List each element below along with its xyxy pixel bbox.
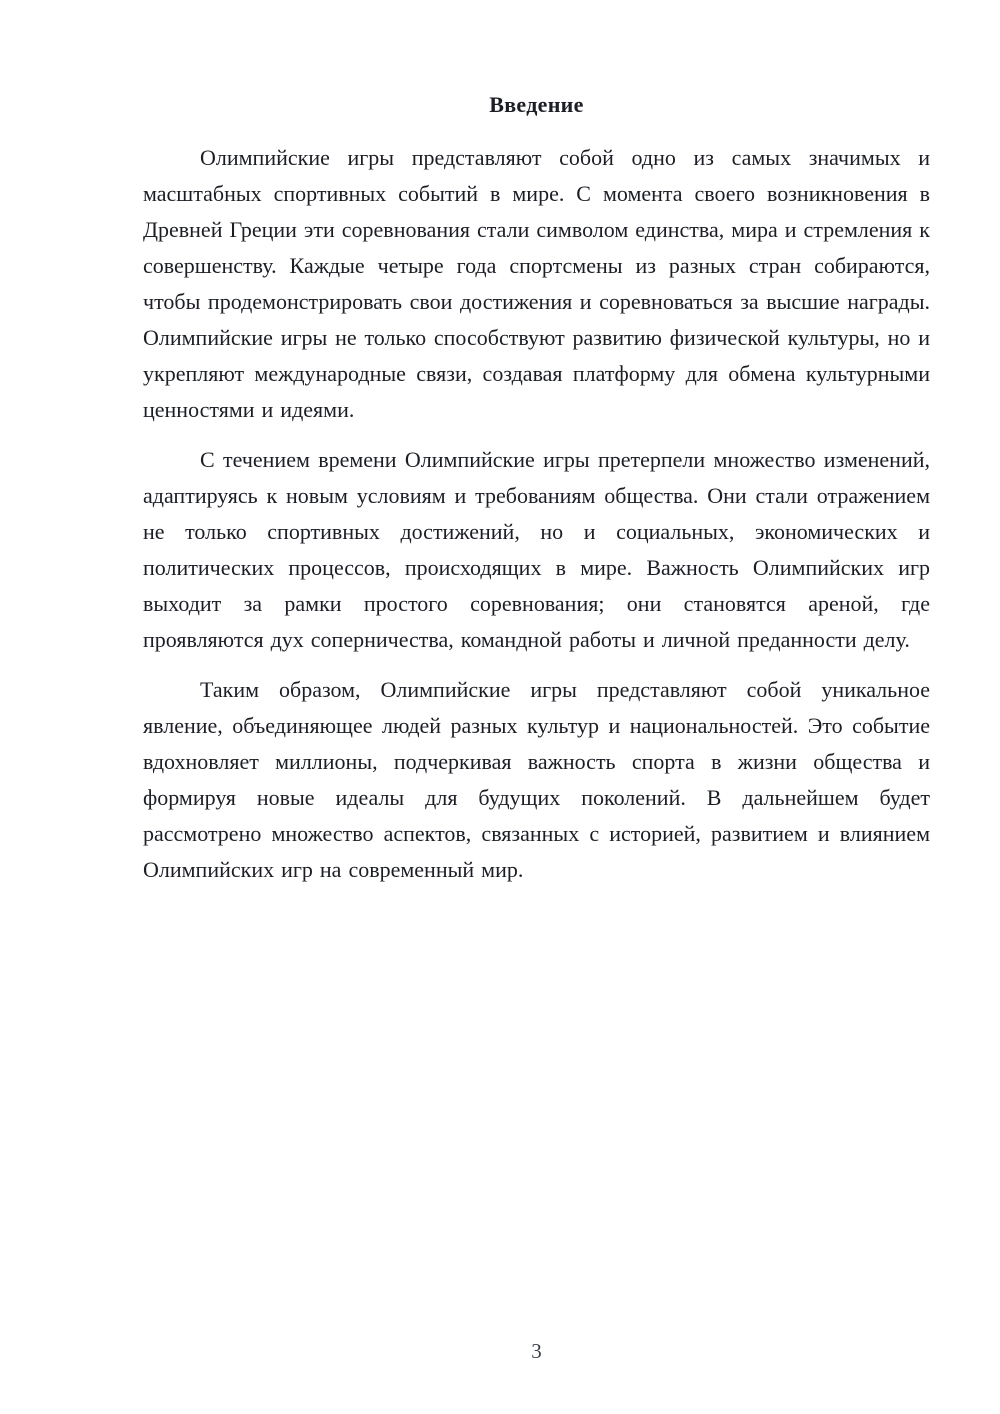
page-title: Введение	[489, 92, 584, 117]
page-number: 3	[531, 1339, 542, 1363]
paragraph-intro-2: С течением времени Олимпийские игры претерпели множество изменений, адаптируясь к новым условиям и требованиям общества. Они стали отражением не только спортивных достижений, но и социальных, экономических и политических процессов, происходящих в мире. Важность Олимпийских игр выходит за рамки простого соревнования; они становятся ареной, где проявляются дух соперничества, командной работы и личной преданности делу.	[143, 447, 930, 652]
paragraph-intro-1: Олимпийские игры представляют собой одно из самых значимых и масштабных спортивных событий в мире. С момента своего возникновения в Древней Греции эти соревнования стали символом единства, мира и стремления к совершенству. Каждые четыре года спортсмены из разных стран собираются, чтобы продемонстрировать свои достижения и соревноваться за высшие награды. Олимпийские игры не только способствуют развитию физической культуры, но и укрепляют международные связи, создавая платформу для обмена культурными ценностями и идеями.	[143, 145, 930, 422]
paragraph-intro-3: Таким образом, Олимпийские игры представляют собой уникальное явление, объединяющее людей разных культур и национальностей. Это событие вдохновляет миллионы, подчеркивая важность спорта в жизни общества и формируя новые идеалы для будущих поколений. В дальнейшем будет рассмотрено множество аспектов, связанных с историей, развитием и влиянием Олимпийских игр на современный мир.	[143, 677, 930, 882]
